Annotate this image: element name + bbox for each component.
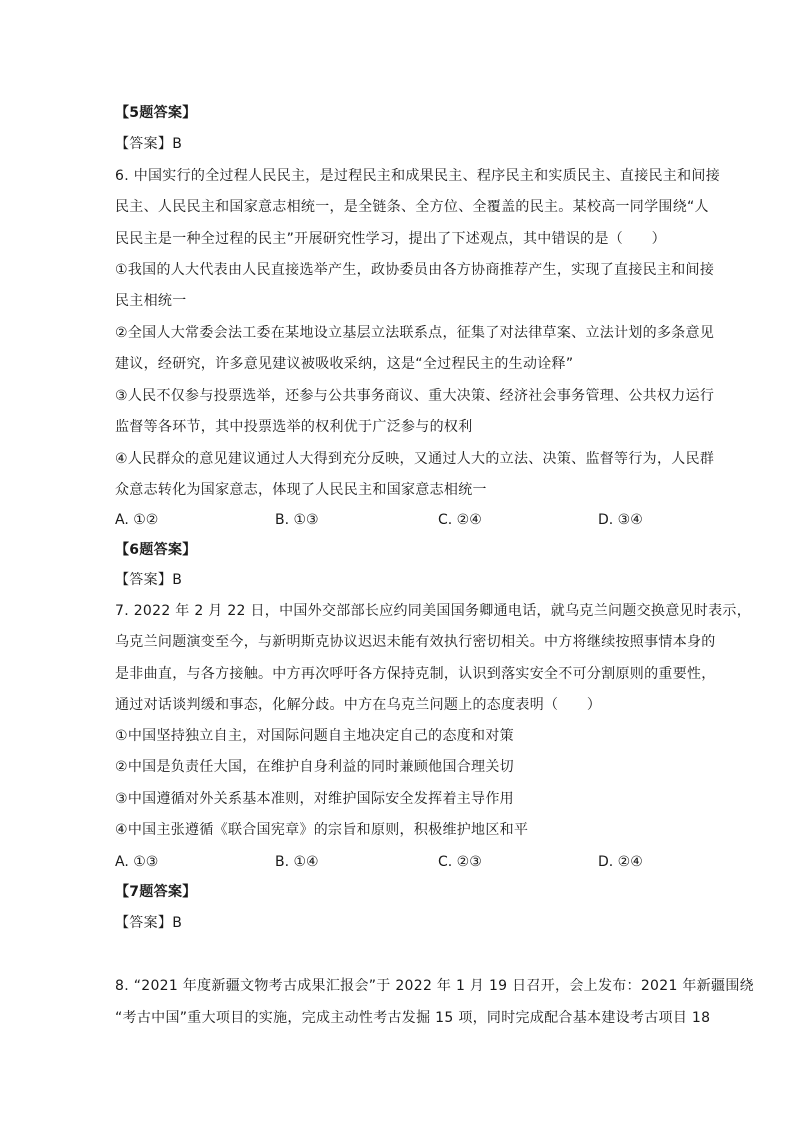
q6-option-a: A. ①②: [115, 512, 159, 528]
q7-answer: 【答案】B: [115, 915, 183, 931]
q6-stem-line: 民民主是一种全过程的民主”开展研究性学习，提出了下述观点，其中错误的是（ ）: [115, 231, 666, 247]
q6-stem-line: 6. 中国实行的全过程人民民主，是过程民主和成果民主、程序民主和实质民主、直接民主和间接: [115, 168, 721, 184]
q6-answer: 【答案】B: [115, 572, 183, 588]
q7-stem-line: 7. 2022 年 2 月 22 日，中国外交部部长应约同美国国务卿通电话，就乌克兰问题交换意见时表示，: [115, 603, 752, 619]
q8-stem-line: 8. “2021 年度新疆文物考古成果汇报会”于 2022 年 1 月 19 日召开，会上发布：2021 年新疆围绕: [115, 978, 754, 994]
q6-option-b: B. ①③: [275, 512, 319, 528]
q7-statement-line: ②中国是负责任大国，在维护自身利益的同时兼顾他国合理关切: [115, 759, 514, 775]
q6-statement-line: 监督等各环节，其中投票选举的权利优于广泛参与的权利: [115, 419, 473, 435]
q6-stem-line: 民主、人民民主和国家意志相统一，是全链条、全方位、全覆盖的民主。某校高一同学围绕“人: [115, 199, 709, 215]
q6-statement-line: 建议，经研究，许多意见建议被吸收采纳，这是“全过程民主的生动诠释”: [115, 356, 574, 372]
q6-statement-line: ④人民群众的意见建议通过人大得到充分反映，又通过人大的立法、决策、监督等行为，人民群: [115, 451, 715, 467]
q6-statement-line: 民主相统一: [115, 293, 187, 309]
q6-header: 【6题答案】: [115, 542, 197, 558]
q6-statement-line: ①我国的人大代表由人民直接选举产生，政协委员由各方协商推荐产生，实现了直接民主和间接: [115, 262, 715, 278]
q7-stem-line: 通过对话谈判缓和事态，化解分歧。中方在乌克兰问题上的态度表明（ ）: [115, 697, 602, 713]
q5-header: 【5题答案】: [115, 105, 197, 121]
q7-statement-line: ④中国主张遵循《联合国宪章》的宗旨和原则，积极维护地区和平: [115, 822, 529, 838]
q6-statement-line: ②全国人大常委会法工委在某地设立基层立法联系点，征集了对法律草案、立法计划的多条意见: [115, 325, 715, 341]
q7-option-a: A. ①③: [115, 854, 159, 870]
q7-stem-line: 是非曲直，与各方接触。中方再次呼吁各方保持克制，认识到落实安全不可分割原则的重要性，: [115, 666, 716, 682]
q6-option-c: C. ②④: [438, 512, 482, 528]
q7-header: 【7题答案】: [115, 884, 197, 900]
q7-statement-line: ①中国坚持独立自主，对国际问题自主地决定自己的态度和对策: [115, 728, 514, 744]
q7-option-b: B. ①④: [275, 854, 319, 870]
q7-option-c: C. ②③: [438, 854, 482, 870]
q6-option-d: D. ③④: [598, 512, 643, 528]
q5-answer: 【答案】B: [115, 136, 183, 152]
q6-statement-line: 众意志转化为国家意志，体现了人民民主和国家意志相统一: [115, 482, 487, 498]
q8-stem-line: “考古中国”重大项目的实施，完成主动性考古发掘 15 项，同时完成配合基本建设考古项目 18: [115, 1010, 711, 1026]
q7-stem-line: 乌克兰问题演变至今，与新明斯克协议迟迟未能有效执行密切相关。中方将继续按照事情本身的: [115, 634, 716, 650]
q7-option-d: D. ②④: [598, 854, 643, 870]
q7-statement-line: ③中国遵循对外关系基本准则，对维护国际安全发挥着主导作用: [115, 791, 514, 807]
q6-statement-line: ③人民不仅参与投票选举，还参与公共事务商议、重大决策、经济社会事务管理、公共权力运行: [115, 388, 715, 404]
